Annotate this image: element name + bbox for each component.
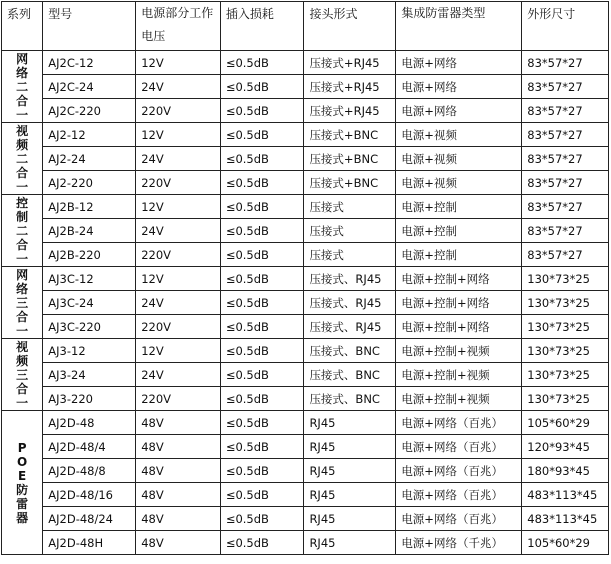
model-cell: AJ2D-48/4 <box>43 435 136 459</box>
voltage-cell: 48V <box>136 531 221 555</box>
series-cell <box>2 339 43 411</box>
connector-cell: 压接式、RJ45 <box>304 315 396 339</box>
table-row <box>2 315 609 339</box>
model-cell: AJ2C-12 <box>43 51 136 75</box>
model-cell: AJ2D-48 <box>43 411 136 435</box>
type-cell: 电源+网络 <box>396 75 522 99</box>
model-cell: AJ2C-220 <box>43 99 136 123</box>
voltage-cell: 24V <box>136 75 221 99</box>
connector-cell: 压接式+BNC <box>304 171 396 195</box>
model-cell: AJ2D-48/8 <box>43 459 136 483</box>
size-cell: 120*93*45 <box>522 435 609 459</box>
size-cell: 83*57*27 <box>522 99 609 123</box>
table-row <box>2 75 609 99</box>
connector-cell: 压接式+RJ45 <box>304 99 396 123</box>
connector-cell: 压接式+RJ45 <box>304 75 396 99</box>
model-cell: AJ2D-48H <box>43 531 136 555</box>
voltage-cell: 12V <box>136 51 221 75</box>
loss-cell: ≤0.5dB <box>220 315 304 339</box>
size-cell: 105*60*29 <box>522 531 609 555</box>
connector-cell: 压接式、BNC <box>304 387 396 411</box>
loss-cell: ≤0.5dB <box>220 387 304 411</box>
size-cell: 83*57*27 <box>522 123 609 147</box>
loss-cell: ≤0.5dB <box>220 51 304 75</box>
header-row <box>2 2 609 51</box>
series-cell <box>2 411 43 555</box>
size-cell: 83*57*27 <box>522 195 609 219</box>
type-cell: 电源+视频 <box>396 147 522 171</box>
series-label: POE防雷器 <box>16 440 29 525</box>
table-row <box>2 435 609 459</box>
voltage-cell: 24V <box>136 363 221 387</box>
spec-table <box>1 1 609 555</box>
type-cell: 电源+控制 <box>396 243 522 267</box>
header-series: 系列 <box>2 2 43 51</box>
model-cell: AJ2D-48/16 <box>43 483 136 507</box>
table-row <box>2 195 609 219</box>
size-cell: 180*93*45 <box>522 459 609 483</box>
table-row <box>2 387 609 411</box>
voltage-cell: 220V <box>136 315 221 339</box>
model-cell: AJ3-24 <box>43 363 136 387</box>
voltage-cell: 220V <box>136 171 221 195</box>
loss-cell: ≤0.5dB <box>220 531 304 555</box>
loss-cell: ≤0.5dB <box>220 195 304 219</box>
voltage-cell: 24V <box>136 147 221 171</box>
loss-cell: ≤0.5dB <box>220 219 304 243</box>
size-cell: 83*57*27 <box>522 243 609 267</box>
connector-cell: RJ45 <box>304 411 396 435</box>
loss-cell: ≤0.5dB <box>220 339 304 363</box>
connector-cell: RJ45 <box>304 531 396 555</box>
voltage-cell: 24V <box>136 291 221 315</box>
voltage-cell: 12V <box>136 123 221 147</box>
loss-cell: ≤0.5dB <box>220 243 304 267</box>
header-loss: 插入损耗 <box>220 2 304 51</box>
type-cell: 电源+网络（百兆） <box>396 435 522 459</box>
connector-cell: RJ45 <box>304 459 396 483</box>
model-cell: AJ2B-12 <box>43 195 136 219</box>
connector-cell: 压接式 <box>304 195 396 219</box>
table-row <box>2 531 609 555</box>
header-type: 集成防雷器类型 <box>396 2 522 51</box>
size-cell: 130*73*25 <box>522 291 609 315</box>
connector-cell: 压接式 <box>304 243 396 267</box>
connector-cell: 压接式+BNC <box>304 147 396 171</box>
model-cell: AJ3C-24 <box>43 291 136 315</box>
model-cell: AJ3C-220 <box>43 315 136 339</box>
voltage-cell: 48V <box>136 459 221 483</box>
loss-cell: ≤0.5dB <box>220 363 304 387</box>
size-cell: 83*57*27 <box>522 147 609 171</box>
type-cell: 电源+网络 <box>396 99 522 123</box>
type-cell: 电源+控制 <box>396 219 522 243</box>
type-cell: 电源+控制+视频 <box>396 387 522 411</box>
header-size: 外形尺寸 <box>522 2 609 51</box>
loss-cell: ≤0.5dB <box>220 123 304 147</box>
type-cell: 电源+网络（百兆） <box>396 411 522 435</box>
size-cell: 83*57*27 <box>522 75 609 99</box>
connector-cell: RJ45 <box>304 483 396 507</box>
connector-cell: 压接式、RJ45 <box>304 291 396 315</box>
model-cell: AJ3-220 <box>43 387 136 411</box>
table-row <box>2 459 609 483</box>
loss-cell: ≤0.5dB <box>220 75 304 99</box>
model-cell: AJ2B-220 <box>43 243 136 267</box>
connector-cell: 压接式+BNC <box>304 123 396 147</box>
table-row <box>2 243 609 267</box>
loss-cell: ≤0.5dB <box>220 171 304 195</box>
loss-cell: ≤0.5dB <box>220 267 304 291</box>
voltage-cell: 48V <box>136 507 221 531</box>
connector-cell: 压接式+RJ45 <box>304 51 396 75</box>
model-cell: AJ3C-12 <box>43 267 136 291</box>
table-row <box>2 51 609 75</box>
voltage-cell: 12V <box>136 339 221 363</box>
series-label: 网络三合一 <box>16 267 29 338</box>
type-cell: 电源+网络（千兆） <box>396 531 522 555</box>
voltage-cell: 220V <box>136 387 221 411</box>
loss-cell: ≤0.5dB <box>220 147 304 171</box>
table-row <box>2 99 609 123</box>
table-row <box>2 411 609 435</box>
size-cell: 130*73*25 <box>522 387 609 411</box>
size-cell: 130*73*25 <box>522 267 609 291</box>
table-row <box>2 123 609 147</box>
connector-cell: 压接式、RJ45 <box>304 267 396 291</box>
type-cell: 电源+控制+视频 <box>396 339 522 363</box>
size-cell: 130*73*25 <box>522 363 609 387</box>
voltage-cell: 48V <box>136 435 221 459</box>
table-row <box>2 507 609 531</box>
connector-cell: 压接式、BNC <box>304 339 396 363</box>
type-cell: 电源+控制+网络 <box>396 291 522 315</box>
loss-cell: ≤0.5dB <box>220 411 304 435</box>
connector-cell: RJ45 <box>304 435 396 459</box>
table-row <box>2 267 609 291</box>
size-cell: 483*113*45 <box>522 507 609 531</box>
table-row <box>2 171 609 195</box>
voltage-cell: 12V <box>136 267 221 291</box>
size-cell: 83*57*27 <box>522 219 609 243</box>
table-row <box>2 291 609 315</box>
table-body <box>2 51 609 555</box>
type-cell: 电源+网络（百兆） <box>396 459 522 483</box>
size-cell: 483*113*45 <box>522 483 609 507</box>
table-row <box>2 363 609 387</box>
size-cell: 105*60*29 <box>522 411 609 435</box>
connector-cell: 压接式、BNC <box>304 363 396 387</box>
connector-cell: 压接式 <box>304 219 396 243</box>
size-cell: 130*73*25 <box>522 339 609 363</box>
size-cell: 83*57*27 <box>522 51 609 75</box>
series-label: 视频二合一 <box>16 123 29 194</box>
type-cell: 电源+控制 <box>396 195 522 219</box>
model-cell: AJ3-12 <box>43 339 136 363</box>
model-cell: AJ2-24 <box>43 147 136 171</box>
header-voltage: 电源部分工作电压 <box>136 2 221 51</box>
series-cell <box>2 51 43 123</box>
model-cell: AJ2-12 <box>43 123 136 147</box>
type-cell: 电源+网络（百兆） <box>396 483 522 507</box>
loss-cell: ≤0.5dB <box>220 99 304 123</box>
model-cell: AJ2D-48/24 <box>43 507 136 531</box>
voltage-cell: 48V <box>136 483 221 507</box>
voltage-cell: 48V <box>136 411 221 435</box>
series-label: 视频三合一 <box>16 339 29 410</box>
series-cell <box>2 267 43 339</box>
voltage-cell: 220V <box>136 243 221 267</box>
header-model: 型号 <box>43 2 136 51</box>
model-cell: AJ2-220 <box>43 171 136 195</box>
loss-cell: ≤0.5dB <box>220 507 304 531</box>
model-cell: AJ2C-24 <box>43 75 136 99</box>
loss-cell: ≤0.5dB <box>220 459 304 483</box>
type-cell: 电源+网络 <box>396 51 522 75</box>
size-cell: 83*57*27 <box>522 171 609 195</box>
table-row <box>2 147 609 171</box>
loss-cell: ≤0.5dB <box>220 291 304 315</box>
voltage-cell: 24V <box>136 219 221 243</box>
voltage-cell: 12V <box>136 195 221 219</box>
series-label: 控制二合一 <box>16 195 29 266</box>
series-cell <box>2 195 43 267</box>
loss-cell: ≤0.5dB <box>220 435 304 459</box>
type-cell: 电源+控制+网络 <box>396 267 522 291</box>
connector-cell: RJ45 <box>304 507 396 531</box>
voltage-cell: 220V <box>136 99 221 123</box>
table-row <box>2 219 609 243</box>
size-cell: 130*73*25 <box>522 315 609 339</box>
type-cell: 电源+控制+视频 <box>396 363 522 387</box>
type-cell: 电源+网络（百兆） <box>396 507 522 531</box>
type-cell: 电源+视频 <box>396 123 522 147</box>
type-cell: 电源+控制+网络 <box>396 315 522 339</box>
series-cell <box>2 123 43 195</box>
table-row <box>2 483 609 507</box>
model-cell: AJ2B-24 <box>43 219 136 243</box>
table-row <box>2 339 609 363</box>
type-cell: 电源+视频 <box>396 171 522 195</box>
loss-cell: ≤0.5dB <box>220 483 304 507</box>
series-label: 网络二合一 <box>16 51 29 122</box>
header-connector: 接头形式 <box>304 2 396 51</box>
